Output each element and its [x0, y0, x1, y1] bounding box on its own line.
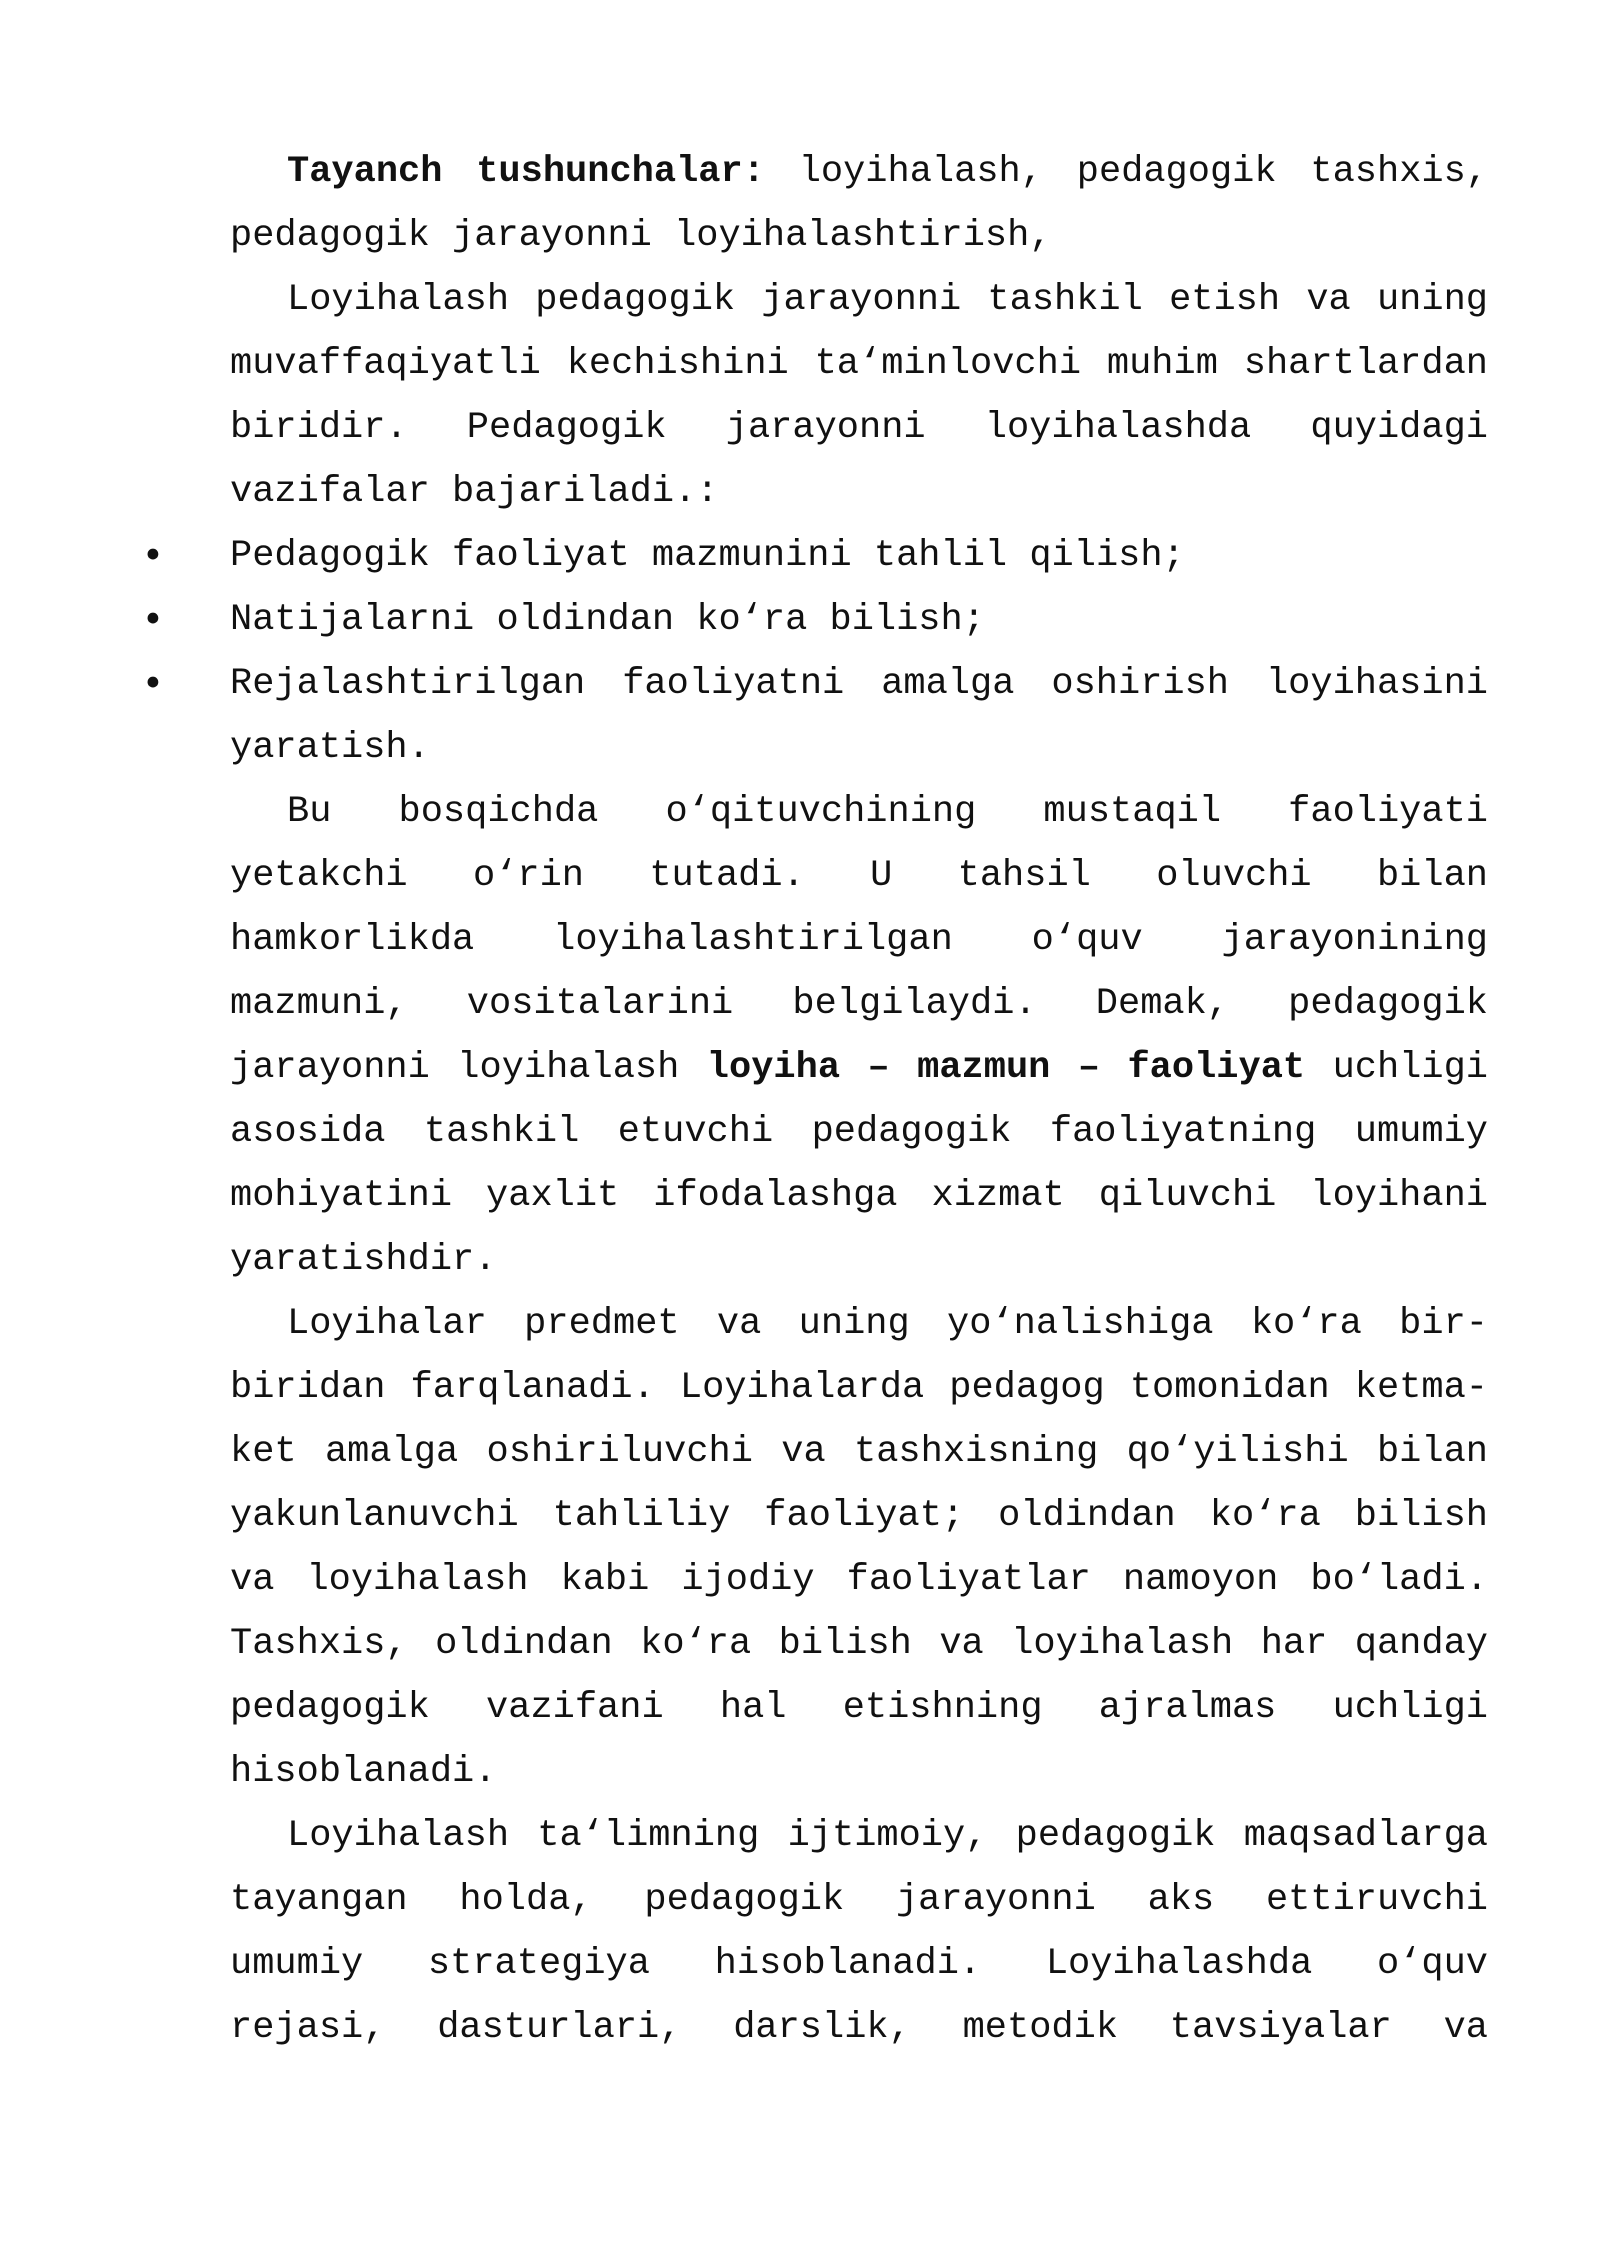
document-page — [142, 140, 1489, 2060]
list-item-text: Rejalashtirilgan faoliyatni amalga oshirish loyihasini yaratish. — [230, 663, 1488, 769]
bullet-icon: • — [142, 534, 164, 577]
paragraph-3: Loyihalar predmet va uning yo‘nalishiga ko‘ra bir-biridan farqlanadi. Loyihalarda pedagog tomonidan ketma-ket amalga oshiriluvchi va tashxisning qo‘yilishi bilan yakunlanuvchi tahliliy faoliyat; oldindan ko‘ra bilish va loyihalash kabi ijodiy faoliyatlar namoyon bo‘ladi. Tashxis, oldindan ko‘ra bilish va loyihalash har qanday pedagogik vazifani hal etishning ajralmas uchligi hisoblanadi. — [230, 1303, 1488, 1793]
keywords-label: Tayanch tushunchalar: — [287, 151, 765, 193]
bullet-icon: • — [142, 662, 164, 705]
paragraph-1: Loyihalash pedagogik jarayonni tashkil etish va uning muvaffaqiyatli kechishini ta‘minlovchi muhim shartlardan biridir. Pedagogik jarayonni loyihalashda quyidagi vazifalar bajariladi.: — [230, 279, 1488, 513]
keywords-text: loyihalash, pedagogik tashxis, pedagogik jarayonni loyihalashtirish, — [230, 151, 1489, 257]
bullet-list — [142, 524, 1488, 780]
keywords-paragraph — [230, 140, 1488, 268]
paragraph-2 — [230, 780, 1488, 1292]
list-item — [85, 588, 1488, 652]
list-item-text: Natijalarni oldindan ko‘ra bilish; — [230, 599, 985, 641]
paragraph-2-text-b: uchligi asosida tashkil etuvchi pedagogik faoliyatning umumiy mohiyatini yaxlit ifodalashga xizmat qiluvchi loyihani yaratishdir. — [230, 1047, 1488, 1281]
bullet-icon: • — [142, 598, 164, 641]
paragraph-2-text-a: Bu bosqichda o‘qituvchining mustaqil faoliyati yetakchi o‘rin tutadi. U tahsil oluvchi bilan hamkorlikda loyihalashtirilgan o‘quv jarayonining mazmuni, vositalarini belgilaydi. Demak, pedagogik jarayonni loyihalash — [230, 791, 1488, 1089]
paragraph-2-bold: loyiha – mazmun – faoliyat — [706, 1047, 1306, 1089]
paragraph-4: Loyihalash ta‘limning ijtimoiy, pedagogik maqsadlarga tayangan holda, pedagogik jarayonni aks ettiruvchi umumiy strategiya hisoblanadi. Loyihalashda o‘quv rejasi, dasturlari, darslik, metodik tavsiyalar va — [230, 1815, 1488, 2049]
list-item-text: Pedagogik faoliyat mazmunini tahlil qilish; — [230, 535, 1185, 577]
list-item — [85, 524, 1488, 588]
list-item — [85, 652, 1488, 780]
